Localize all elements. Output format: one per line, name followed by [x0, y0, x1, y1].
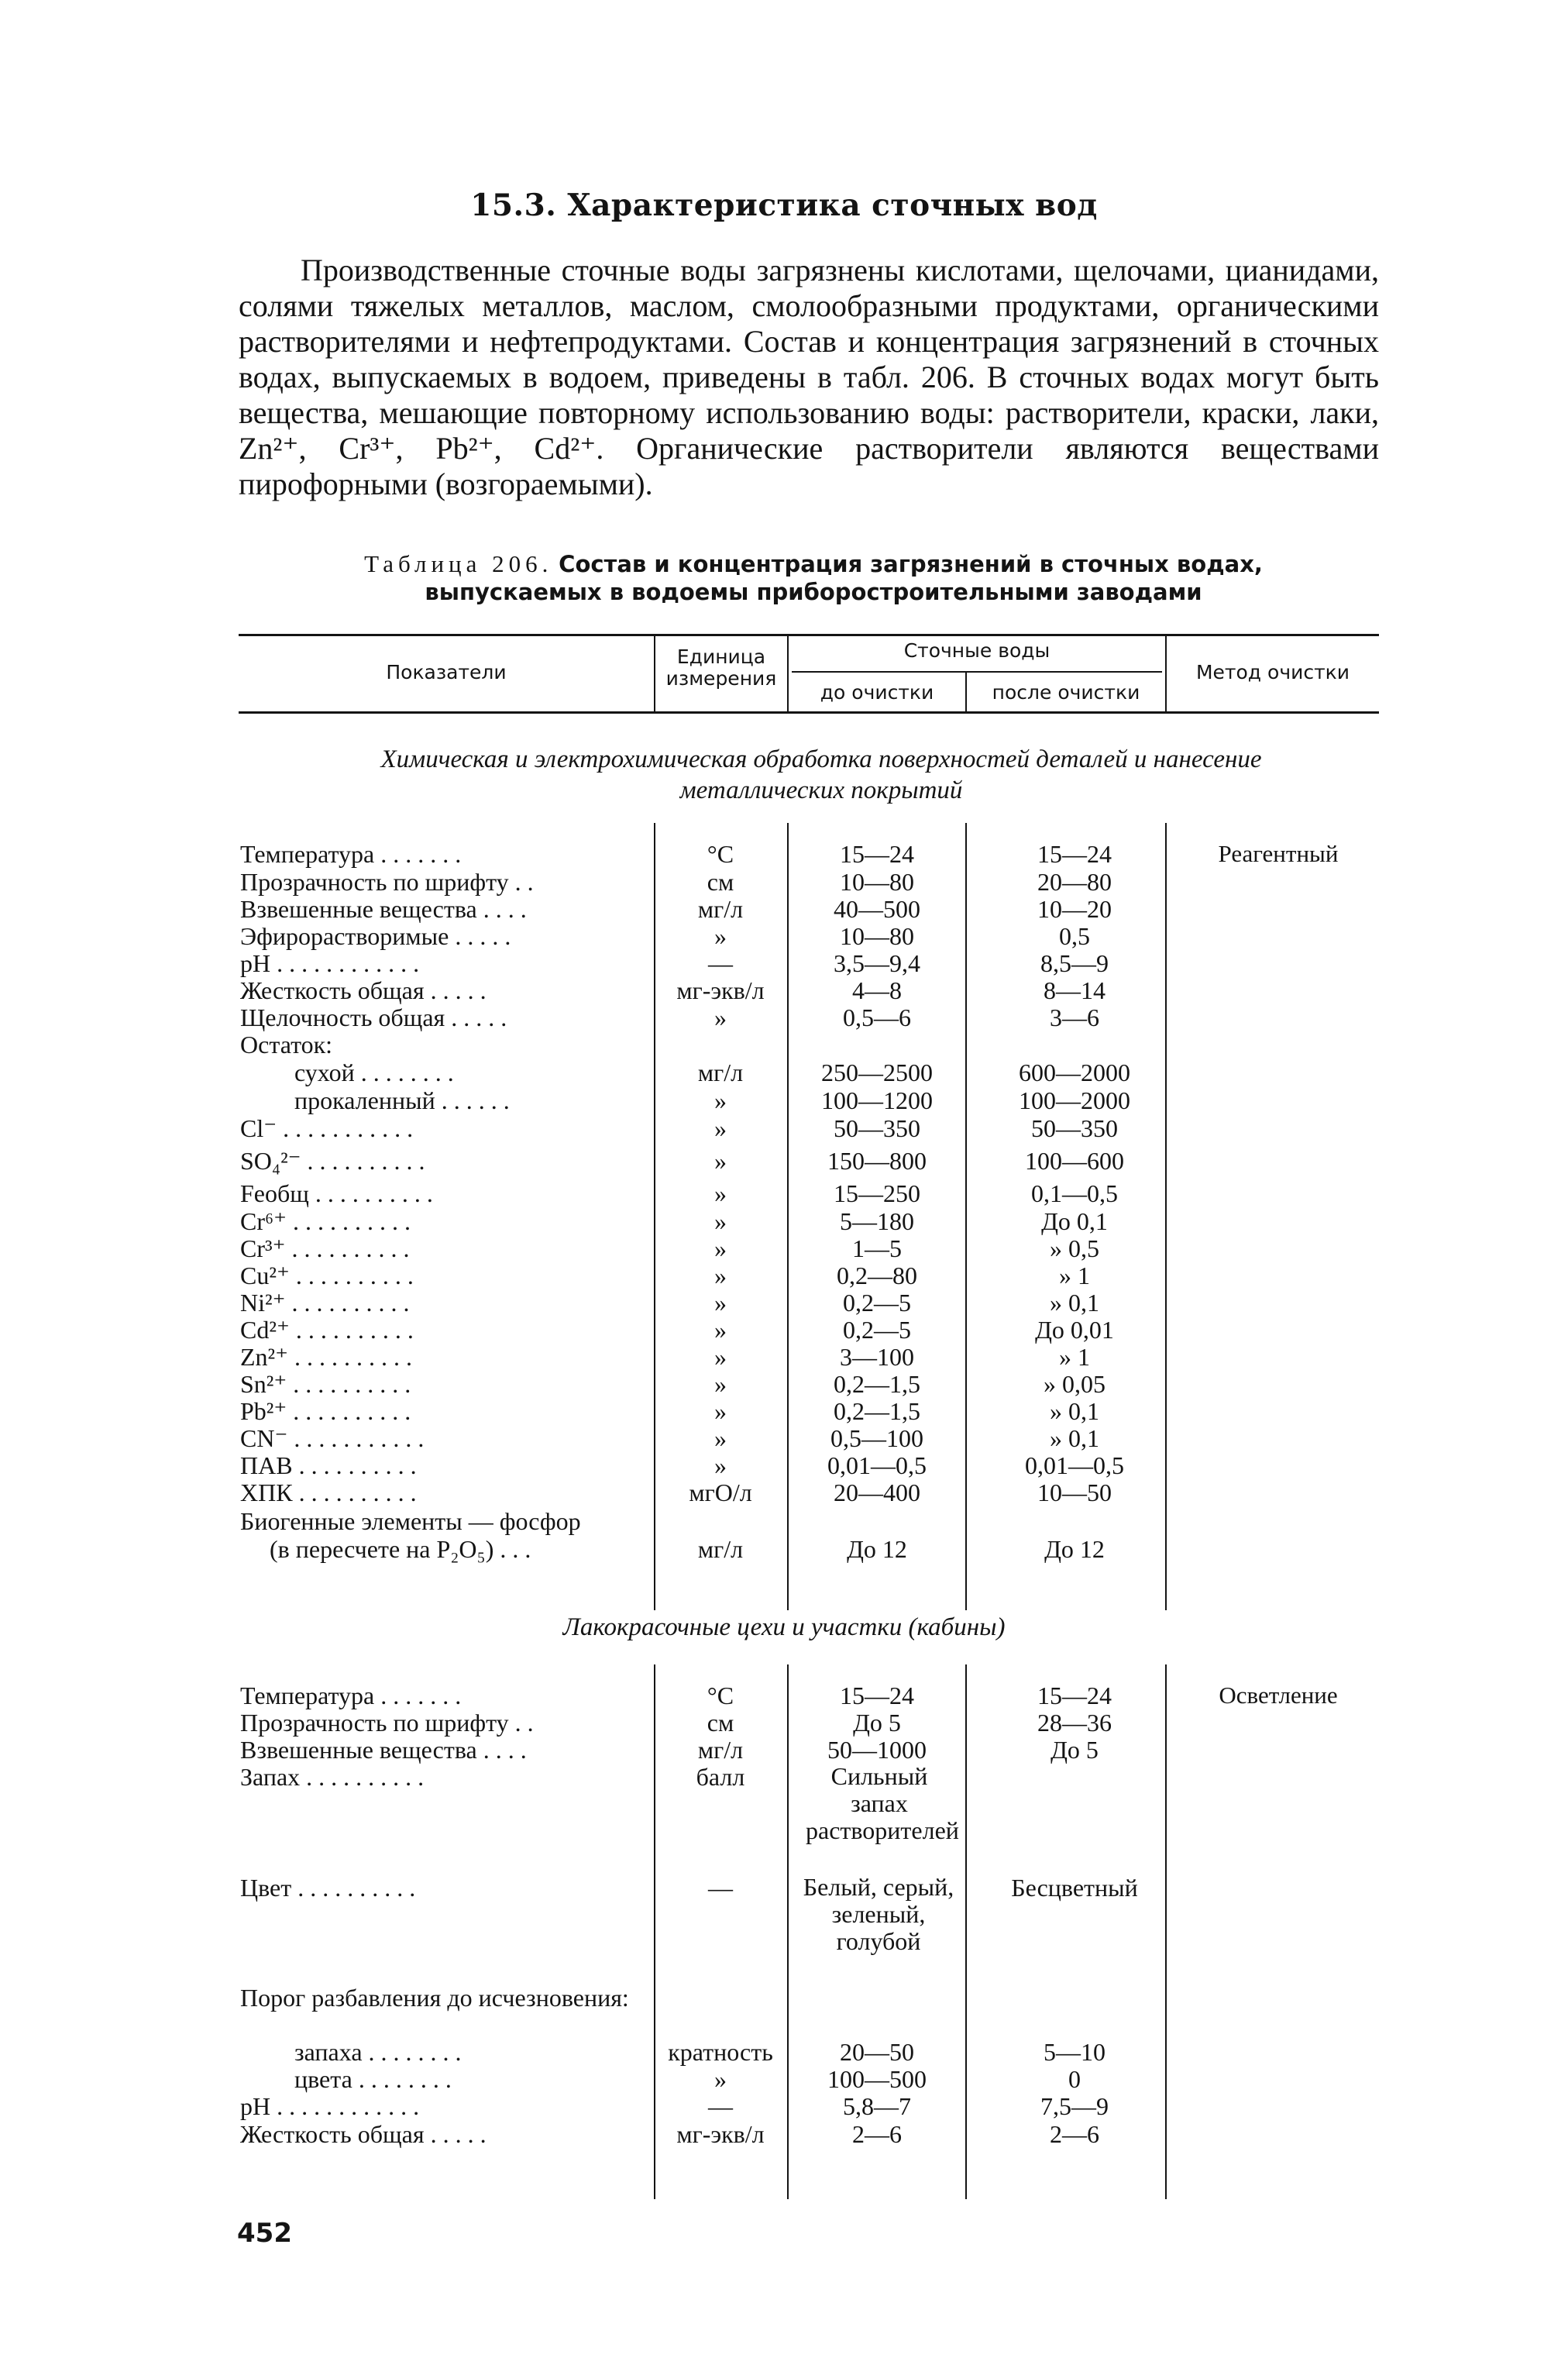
s2-method: Осветление: [1219, 1682, 1338, 1709]
row-unit: »: [714, 1147, 727, 1175]
row-before: 100—500: [827, 2065, 927, 2093]
row-unit: см: [707, 1709, 734, 1737]
header-before: до очистки: [820, 681, 934, 704]
row-after: 5—10: [1044, 2038, 1106, 2066]
row-before: 10—80: [840, 922, 914, 950]
row-after: 100—600: [1025, 1147, 1124, 1175]
row-after: 50—350: [1031, 1114, 1118, 1142]
row-unit: »: [714, 1451, 727, 1479]
row-before: 150—800: [827, 1147, 927, 1175]
table-title: Состав и концентрация загрязнений в сточных водах, выпускаемых в водоемы приборостроительными заводами: [425, 551, 1263, 605]
row-unit: °C: [707, 1682, 734, 1709]
row-unit: —: [708, 2092, 733, 2120]
row-before: 0,2—5: [843, 1316, 911, 1344]
row-unit: балл: [696, 1763, 745, 1791]
row-before: 50—1000: [827, 1736, 927, 1764]
row-label: Прозрачность по шрифту . .: [240, 1709, 534, 1737]
row-unit: »: [714, 2065, 727, 2093]
row-before: 250—2500: [821, 1059, 933, 1086]
row-after: 600—2000: [1019, 1059, 1130, 1086]
row-after: До 12: [1044, 1535, 1105, 1563]
row-after: 15—24: [1037, 840, 1112, 868]
row-before: 4—8: [852, 976, 902, 1004]
row-before: Белый, серый, зеленый, голубой: [803, 1873, 954, 1955]
row-unit: »: [714, 1316, 727, 1344]
row-after: 10—20: [1037, 895, 1112, 923]
row-after: 0: [1068, 2065, 1081, 2093]
row-label: Feобщ . . . . . . . . . .: [240, 1179, 433, 1207]
s1-method: Реагентный: [1218, 840, 1339, 867]
header-after: после очистки: [992, 681, 1140, 704]
row-before: 1—5: [852, 1234, 902, 1262]
row-before: 3—100: [840, 1343, 914, 1371]
row-label: Cr³⁺ . . . . . . . . . .: [240, 1234, 410, 1262]
row-label: CN⁻ . . . . . . . . . . .: [240, 1424, 425, 1452]
row-label: Cl⁻ . . . . . . . . . . .: [240, 1114, 414, 1142]
row-before: 3,5—9,4: [834, 949, 920, 977]
header-wastewater: Сточные воды: [903, 639, 1050, 662]
row-before: 0,2—1,5: [834, 1397, 920, 1425]
row-after: 3—6: [1050, 1003, 1099, 1031]
row-after: Бесцветный: [1011, 1874, 1138, 1902]
row-after: » 0,1: [1050, 1397, 1099, 1425]
row-before: 100—1200: [821, 1086, 933, 1114]
s2-divider-wastewater: [787, 1664, 789, 2199]
row-before: 50—350: [834, 1114, 920, 1142]
row-label: Биогенные элементы — фосфор: [240, 1507, 581, 1535]
row-after: 100—2000: [1019, 1086, 1130, 1114]
row-label: Порог разбавления до исчезновения:: [240, 1984, 629, 2012]
row-after: До 5: [1050, 1736, 1099, 1764]
row-label: цвета . . . . . . . .: [294, 2065, 452, 2093]
row-unit: мг/л: [697, 895, 744, 923]
row-unit: мг/л: [697, 1059, 744, 1086]
row-after: 0,01—0,5: [1025, 1451, 1124, 1479]
section2-title: Лакокрасочные цехи и участки (кабины): [562, 1613, 1006, 1641]
row-unit: °C: [707, 840, 734, 868]
row-unit: »: [714, 1370, 727, 1398]
row-before: До 12: [847, 1535, 907, 1563]
body-paragraph: [239, 253, 1379, 502]
row-unit: »: [714, 1343, 727, 1371]
row-before: 0,2—1,5: [834, 1370, 920, 1398]
row-after: 10—50: [1037, 1478, 1112, 1506]
row-before: 20—50: [840, 2038, 914, 2066]
s1-divider-wastewater: [787, 823, 789, 1610]
row-label: Эфирорастворимые . . . . .: [240, 922, 511, 950]
row-before: 5,8—7: [843, 2092, 911, 2120]
row-after: 15—24: [1037, 1682, 1112, 1709]
row-unit: »: [714, 1289, 727, 1317]
row-after: » 0,1: [1050, 1289, 1099, 1317]
row-label: (в пересчете на P₂O₅) . . .: [270, 1535, 531, 1563]
header-bottom-rule: [239, 711, 1379, 714]
row-after: 2—6: [1050, 2120, 1099, 2148]
row-label: Zn²⁺ . . . . . . . . . .: [240, 1343, 413, 1371]
row-after: 8,5—9: [1040, 949, 1109, 977]
row-unit: »: [714, 1003, 727, 1031]
row-before: Сильный запах растворителей: [806, 1762, 959, 1844]
row-before: 0,2—80: [837, 1262, 917, 1289]
row-label: Температура . . . . . . .: [240, 840, 462, 868]
table-caption: [294, 550, 1332, 606]
s1-divider-unit: [654, 823, 655, 1610]
s1-divider-before-after: [965, 823, 967, 1610]
row-after: » 1: [1059, 1262, 1090, 1289]
row-unit: »: [714, 1424, 727, 1452]
row-after: » 0,05: [1044, 1370, 1106, 1398]
s2-divider-before-after: [965, 1664, 967, 2199]
row-label: SO₄²⁻ . . . . . . . . . .: [240, 1147, 425, 1175]
row-unit: »: [714, 1114, 727, 1142]
table-top-rule: [239, 634, 1379, 636]
header-indicator: Показатели: [386, 661, 507, 683]
row-unit: »: [714, 1262, 727, 1289]
row-after: » 1: [1059, 1343, 1090, 1371]
row-before: 15—24: [840, 1682, 914, 1709]
row-label: Цвет . . . . . . . . . .: [240, 1874, 416, 1902]
row-after: 20—80: [1037, 868, 1112, 896]
row-label: ПАВ . . . . . . . . . .: [240, 1451, 417, 1479]
header-unit: Единица измерения: [665, 645, 777, 690]
row-after: 0,1—0,5: [1031, 1179, 1118, 1207]
row-label: Cu²⁺ . . . . . . . . . .: [240, 1262, 414, 1289]
row-after: 0,5: [1059, 922, 1090, 950]
row-label: запаха . . . . . . . .: [294, 2038, 462, 2066]
row-label: Жесткость общая . . . . .: [240, 2120, 487, 2148]
row-label: Взвешенные вещества . . . .: [240, 1736, 527, 1764]
row-unit: »: [714, 1234, 727, 1262]
row-label: Прозрачность по шрифту . .: [240, 868, 534, 896]
header-sub-rule: [792, 671, 1162, 673]
row-before: 15—250: [834, 1179, 920, 1207]
row-label: Cd²⁺ . . . . . . . . . .: [240, 1316, 414, 1344]
row-before: 2—6: [852, 2120, 902, 2148]
row-before: 0,01—0,5: [827, 1451, 927, 1479]
row-unit: мг-экв/л: [676, 2120, 765, 2148]
row-label: Остаток:: [240, 1031, 333, 1059]
row-label: прокаленный . . . . . .: [294, 1086, 510, 1114]
row-unit: »: [714, 1397, 727, 1425]
row-label: pH . . . . . . . . . . . .: [240, 2092, 420, 2120]
row-before: 0,2—5: [843, 1289, 911, 1317]
row-label: Запах . . . . . . . . . .: [240, 1763, 425, 1791]
row-unit: »: [714, 1179, 727, 1207]
row-label: Sn²⁺ . . . . . . . . . .: [240, 1370, 411, 1398]
row-unit: —: [708, 1874, 733, 1902]
row-unit: —: [708, 949, 733, 977]
row-after: 7,5—9: [1040, 2092, 1109, 2120]
row-before: 0,5—6: [843, 1003, 911, 1031]
row-before: До 5: [853, 1709, 901, 1737]
row-label: Жесткость общая . . . . .: [240, 976, 487, 1004]
row-after: До 0,1: [1041, 1207, 1108, 1235]
row-unit: см: [707, 868, 734, 896]
row-unit: »: [714, 1207, 727, 1235]
row-unit: »: [714, 922, 727, 950]
row-before: 40—500: [834, 895, 920, 923]
row-before: 10—80: [840, 868, 914, 896]
header-method: Метод очистки: [1195, 661, 1350, 683]
table-label: Таблица 206.: [364, 550, 553, 577]
row-after: 8—14: [1044, 976, 1106, 1004]
row-label: Щелочность общая . . . . .: [240, 1003, 507, 1031]
section-title: 15.3. Характеристика сточных вод: [470, 188, 1098, 223]
section1-title: Химическая и электрохимическая обработка поверхностей деталей и нанесение металлических покрытий: [380, 745, 1262, 804]
row-label: Взвешенные вещества . . . .: [240, 895, 527, 923]
row-unit: »: [714, 1086, 727, 1114]
row-unit: мг/л: [697, 1535, 744, 1563]
s2-divider-unit: [654, 1664, 655, 2199]
row-label: Cr⁶⁺ . . . . . . . . . .: [240, 1207, 411, 1235]
row-before: 0,5—100: [830, 1424, 923, 1452]
row-unit: мг/л: [697, 1736, 744, 1764]
row-before: 5—180: [840, 1207, 914, 1235]
row-before: 20—400: [834, 1478, 920, 1506]
row-label: Pb²⁺ . . . . . . . . . .: [240, 1397, 411, 1425]
page-number: 452: [237, 2218, 292, 2249]
row-after: » 0,1: [1050, 1424, 1099, 1452]
row-unit: мг-экв/л: [676, 976, 765, 1004]
row-label: сухой . . . . . . . .: [294, 1059, 454, 1086]
row-unit: мгО/л: [689, 1478, 752, 1506]
row-after: До 0,01: [1035, 1316, 1114, 1344]
row-before: 15—24: [840, 840, 914, 868]
row-label: Температура . . . . . . .: [240, 1682, 462, 1709]
row-after: » 0,5: [1050, 1234, 1099, 1262]
row-after: 28—36: [1037, 1709, 1112, 1737]
paragraph-text: Производственные сточные воды загрязнены кислотами, щелочами, цианидами, солями тяжелых металлов, маслом, смолообразными продуктами, органическими растворителями и нефтепродуктами. Состав и концентрация загрязнений в сточных водах, выпускаемых в водоем, приведены в табл. 206. В сточных водах могут быть вещества, мешающие повторному использованию воды: растворители, краски, лаки, Zn²⁺, Cr³⁺, Pb²⁺, Cd²⁺. Органические растворители являются веществами пирофорными (возгораемыми).: [239, 253, 1379, 501]
row-label: pH . . . . . . . . . . . .: [240, 949, 420, 977]
row-label: Ni²⁺ . . . . . . . . . .: [240, 1289, 410, 1317]
row-unit: кратность: [668, 2038, 773, 2066]
row-label: ХПК . . . . . . . . . .: [240, 1478, 417, 1506]
